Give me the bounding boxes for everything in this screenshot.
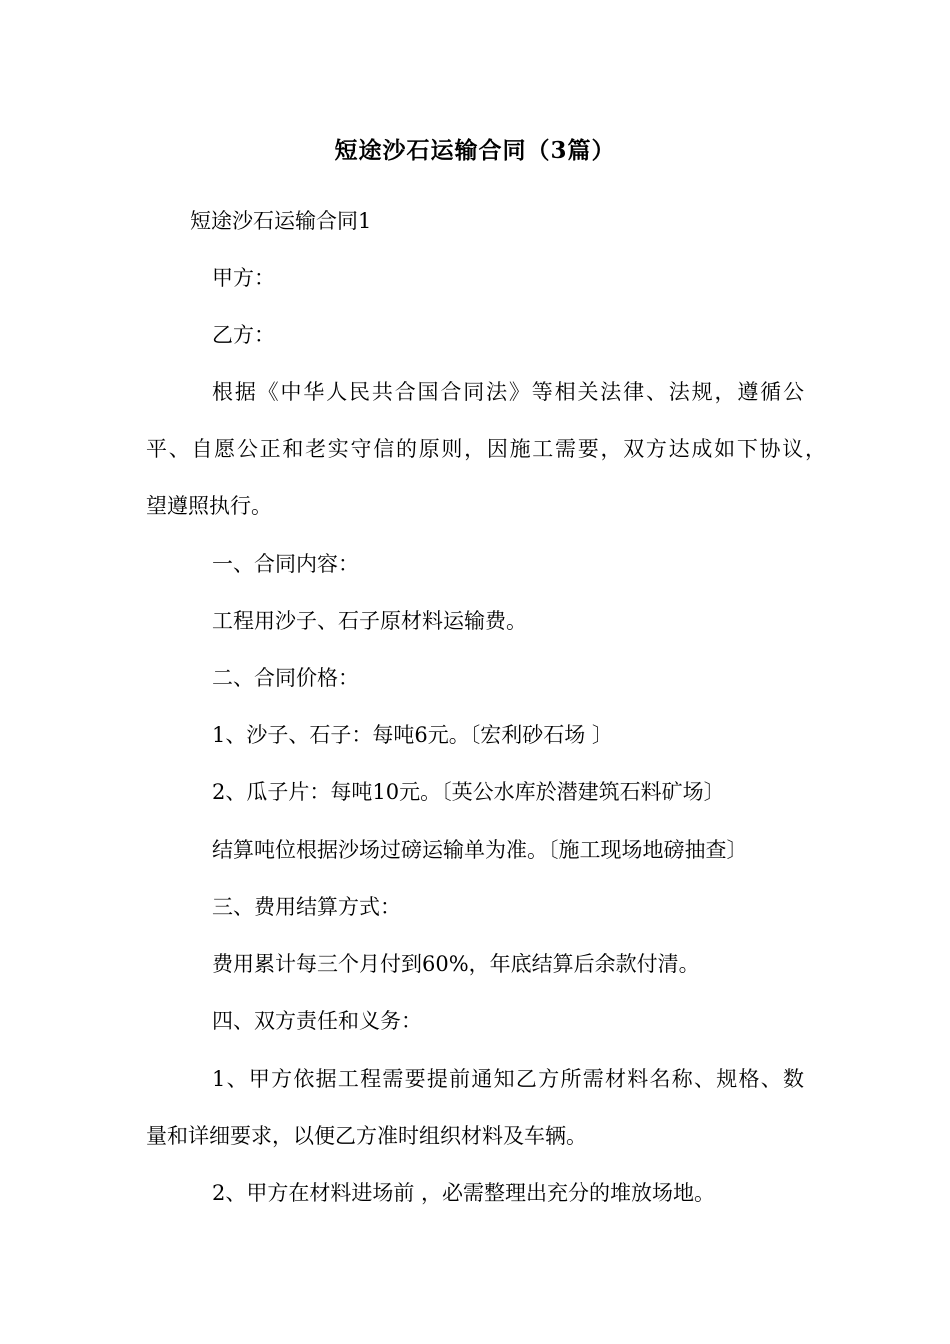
- section-2-item-1: 1、沙子、石子：每吨6元。〔宏利砂石场 〕: [212, 723, 613, 747]
- contract-subtitle: 短途沙石运输合同1: [190, 209, 372, 233]
- party-a-line: 甲方：: [212, 266, 275, 290]
- section-2-note: 结算吨位根据沙场过磅运输单为准。〔施工现场地磅抽查〕: [212, 838, 748, 862]
- section-1-body: 工程用沙子、石子原材料运输费。: [212, 609, 527, 633]
- intro-line-2: 平、自愿公正和老实守信的原则，因施工需要，双方达成如下协议，: [146, 437, 826, 461]
- section-2-heading: 二、合同价格：: [212, 666, 359, 690]
- section-4-item-2: 2、甲方在材料进场前 ，必需整理出充分的堆放场地。: [212, 1181, 716, 1205]
- intro-line-1: 根据《中华人民共合国合同法》等相关法律、法规，遵循公: [212, 380, 804, 404]
- section-4-item-1-line-2: 量和详细要求，以便乙方准时组织材料及车辆。: [146, 1124, 587, 1148]
- section-3-heading: 三、费用结算方式：: [212, 895, 401, 919]
- party-b-line: 乙方：: [212, 323, 275, 347]
- section-4-item-1-line-1: 1、甲方依据工程需要提前通知乙方所需材料名称、规格、数: [212, 1067, 804, 1091]
- section-2-item-2: 2、瓜子片：每吨10元。〔英公水库於潜建筑石料矿场〕: [212, 780, 725, 804]
- intro-line-3: 望遵照执行。: [146, 494, 272, 518]
- document-title: 短途沙石运输合同（3篇）: [334, 137, 616, 164]
- section-4-heading: 四、双方责任和义务：: [212, 1009, 422, 1033]
- section-1-heading: 一、合同内容：: [212, 552, 359, 576]
- section-3-body: 费用累计每三个月付到60%，年底结算后余款付清。: [212, 952, 700, 976]
